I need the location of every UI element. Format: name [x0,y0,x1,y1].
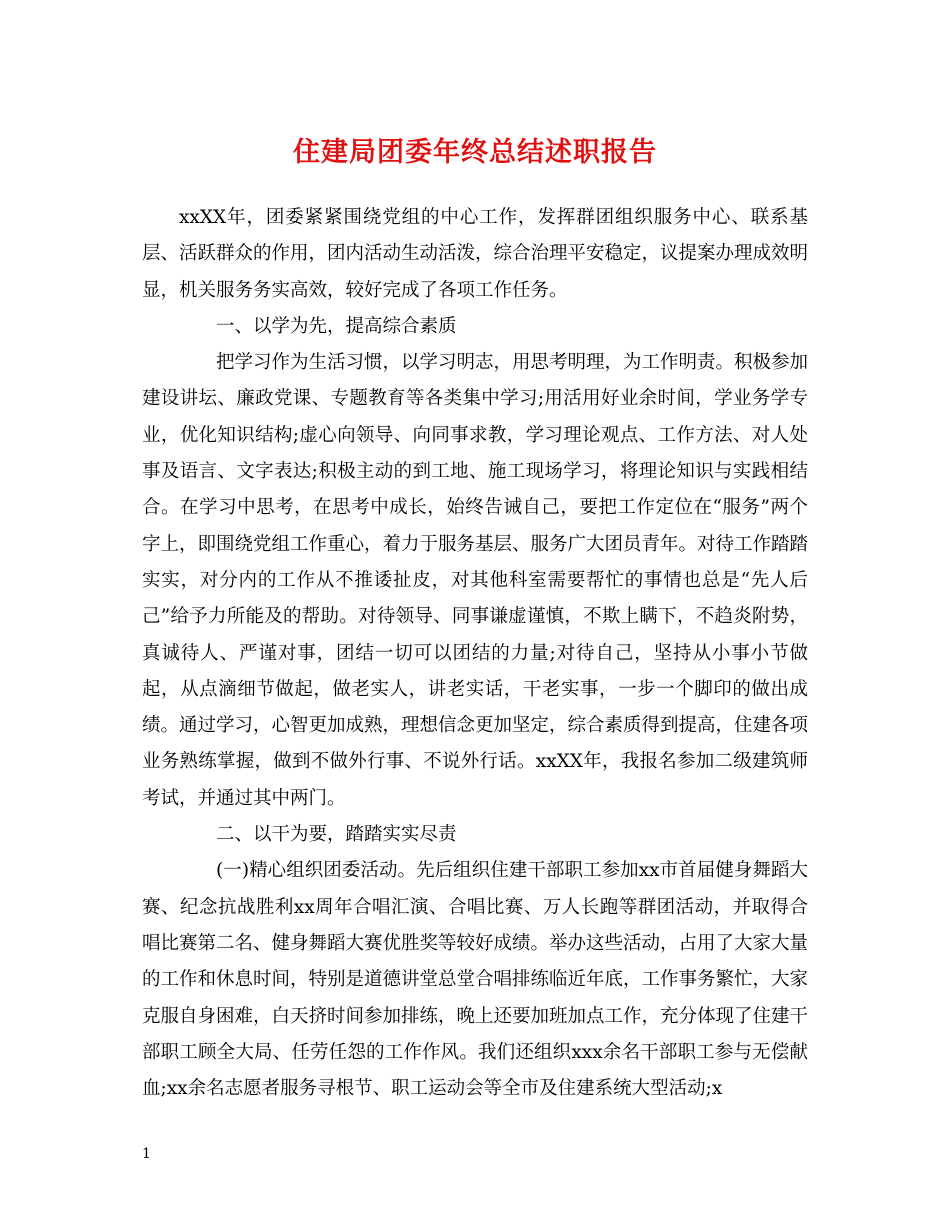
section-heading-2: 二、以干为要，踏踏实实尽责 [216,824,457,846]
section-2-paragraph: (一)精心组织团委活动。先后组织住建干部职工参加xx市首届健身舞蹈大赛、纪念抗战胜利xx周年合唱汇演、合唱比赛、万人长跑等群团活动，并取得合唱比赛第二名、健身舞蹈大赛优胜奖等较好成绩。举办这些活动，占用了大家大量的工作和休息时间，特别是道德讲堂总堂合唱排练临近年底，工作事务繁忙，大家克服自身困难，白天挤时间参加排练，晚上还要加班加点工作，充分体现了住建干部职工顾全大局、任劳任怨的工作作风。我们还组织xxx余名干部职工参与无偿献血;xx余名志愿者服务寻根节、职工运动会等全市及住建系统大型活动;x [142,860,809,1100]
section-1-paragraph: 把学习作为生活习惯，以学习明志，用思考明理，为工作明责。积极参加建设讲坛、廉政党课、专题教育等各类集中学习;用活用好业余时间，学业务学专业，优化知识结构;虚心向领导、向同事求教，学习理论观点、工作方法、对人处事及语言、文字表达;积极主动的到工地、施工现场学习，将理论知识与实践相结合。在学习中思考，在思考中成长，始终告诫自己，要把工作定位在“服务”两个字上，即围绕党组工作重心，着力于服务基层、服务广大团员青年。对待工作踏踏实实，对分内的工作从不推诿扯皮，对其他科室需要帮忙的事情也总是“先人后己”给予力所能及的帮助。对待领导、同事谦虚谨慎，不欺上瞒下，不趋炎附势，真诚待人、严谨对事，团结一切可以团结的力量;对待自己，坚持从小事小节做起，从点滴细节做起，做老实人，讲老实话，干老实事，一步一个脚印的做出成绩。通过学习，心智更加成熟，理想信念更加坚定，综合素质得到提高，住建各项业务熟练掌握，做到不做外行事、不说外行话。xxXX年，我报名参加二级建筑师考试，并通过其中两门。 [142,352,809,809]
intro-paragraph: xxXX年，团委紧紧围绕党组的中心工作，发挥群团组织服务中心、联系基层、活跃群众的作用，团内活动生动活泼，综合治理平安稳定，议提案办理成效明显，机关服务务实高效，较好完成了各项工作任务。 [142,207,809,301]
page-number: 1 [142,1146,151,1162]
document-title: 住建局团委年终总结述职报告 [293,137,657,168]
section-heading-1: 一、以学为先，提高综合素质 [216,315,457,337]
document-body [142,200,808,1107]
